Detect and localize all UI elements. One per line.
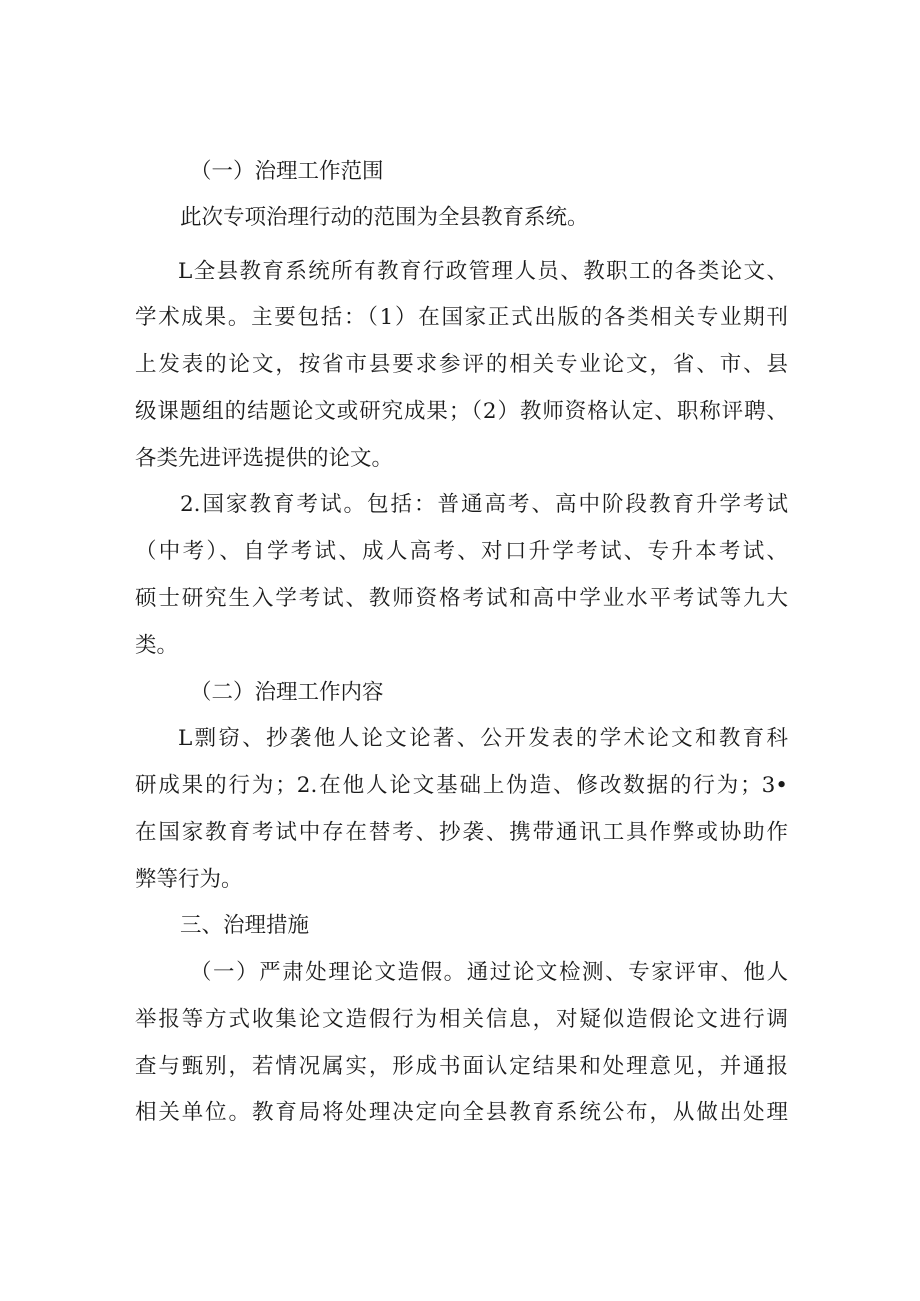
section-heading-content [0, 673, 920, 713]
text-line: 上发表的论文，按省市县要求参评的相关专业论文，省、市、县 [135, 352, 788, 377]
text-line: 此次专项治理行动的范围为全县教育系统。 [180, 205, 589, 230]
text-line: 类。 [135, 633, 179, 658]
paragraph-line [0, 532, 920, 572]
text-line: 查与甄别，若情况属实，形成书面认定结果和处理意见，并通报 [135, 1054, 788, 1079]
paragraph-line [0, 860, 920, 900]
paragraph-line [0, 298, 920, 338]
text-line: 相关单位。教育局将处理决定向全县教育系统公布，从做出处理 [135, 1100, 788, 1125]
paragraph-line [0, 1047, 920, 1087]
paragraph-line [0, 252, 920, 292]
text-line: （一）治理工作范围 [190, 159, 384, 184]
text-line: （二）治理工作内容 [190, 680, 384, 705]
text-line: （一）严肃处理论文造假。通过论文检测、专家评审、他人 [190, 960, 788, 985]
section-heading-scope [0, 152, 920, 192]
text-line: 三、治理措施 [180, 913, 310, 938]
paragraph-line [0, 719, 920, 759]
paragraph-line [0, 579, 920, 619]
paragraph-line [0, 392, 920, 432]
paragraph-line [0, 813, 920, 853]
paragraph-line [0, 345, 920, 385]
paragraph-line [0, 1093, 920, 1133]
paragraph-line [0, 1000, 920, 1040]
text-line: 硕士研究生入学考试、教师资格考试和高中学业水平考试等九大 [135, 586, 788, 611]
paragraph-line [0, 485, 920, 525]
paragraph-line [0, 766, 920, 806]
text-line: 2.国家教育考试。包括：普通高考、高中阶段教育升学考试 [180, 492, 788, 517]
text-line: 研成果的行为；2.在他人论文基础上伪造、修改数据的行为；3• [135, 773, 788, 798]
text-line: （中考）、自学考试、成人高考、对口升学考试、专升本考试、 [135, 539, 788, 564]
paragraph-line [0, 626, 920, 666]
text-line: 各类先进评选提供的论文。 [135, 446, 394, 471]
paragraph-line [0, 198, 920, 238]
text-line: 学术成果。主要包括：（1）在国家正式出版的各类相关专业期刊 [135, 305, 788, 330]
paragraph-line [0, 953, 920, 993]
text-line: 弊等行为。 [135, 867, 243, 892]
paragraph-line [0, 439, 920, 479]
text-line: L全县教育系统所有教育行政管理人员、教职工的各类论文、 [178, 259, 788, 284]
text-line: 举报等方式收集论文造假行为相关信息，对疑似造假论文进行调 [135, 1007, 788, 1032]
text-line: 在国家教育考试中存在替考、抄袭、携带通讯工具作弊或协助作 [135, 820, 788, 845]
section-heading-measures [0, 906, 920, 946]
text-line: 级课题组的结题论文或研究成果；（2）教师资格认定、职称评聘、 [135, 399, 788, 424]
text-line: L剽窃、抄袭他人论文论著、公开发表的学术论文和教育科 [178, 726, 788, 751]
